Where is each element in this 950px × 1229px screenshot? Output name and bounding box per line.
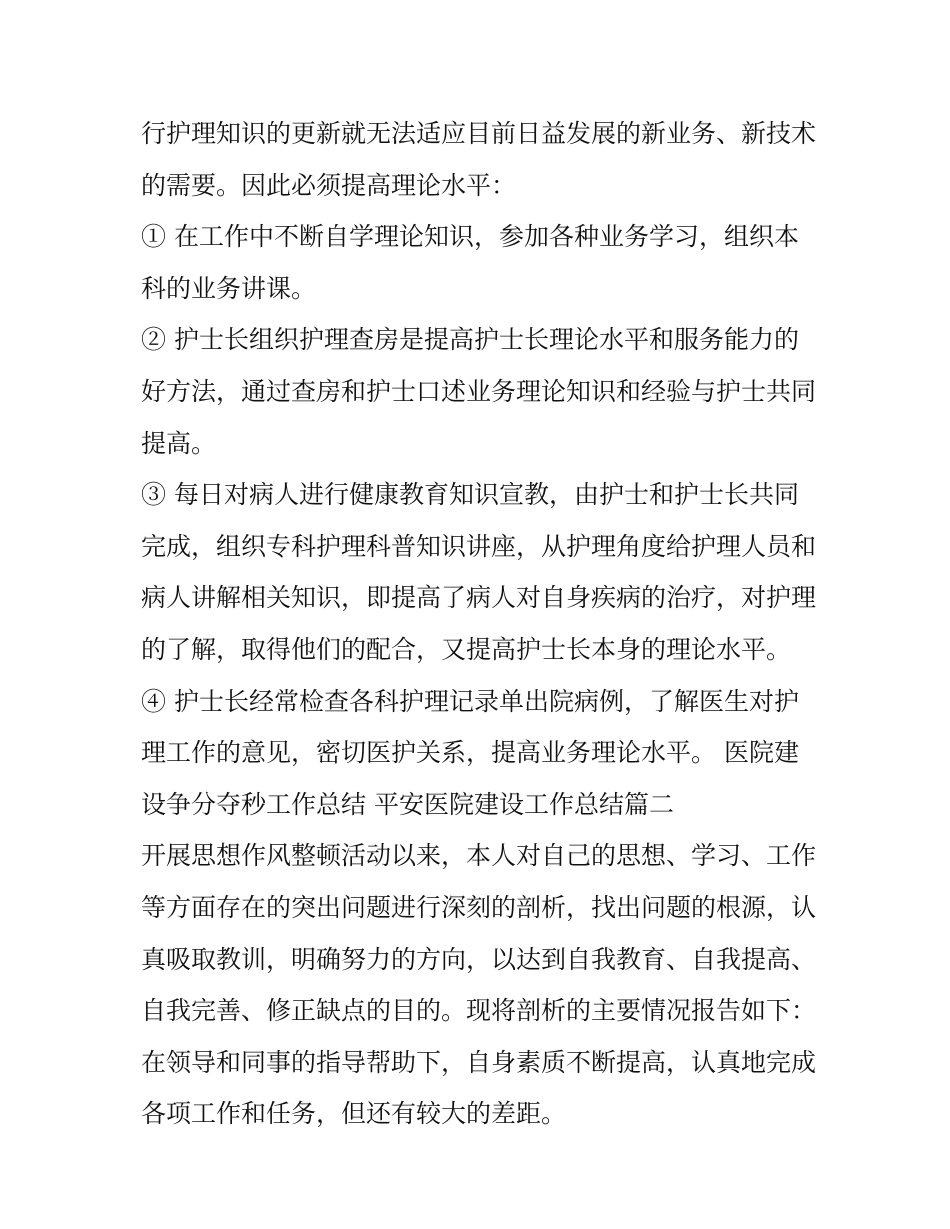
list-item-2-line: ② 护士长组织护理查房是提高护士长理论水平和服务能力的 bbox=[141, 325, 799, 355]
text-line: 完成，组织专科护理科普知识讲座，从护理角度给护理人员和 bbox=[141, 531, 817, 561]
document-body bbox=[141, 108, 831, 1140]
list-item-4-line: ④ 护士长经常检查各科护理记录单出院病例，了解医生对护 bbox=[141, 686, 799, 716]
text-line: 在领导和同事的指导帮助下，自身素质不断提高，认真地完成 bbox=[141, 1047, 817, 1077]
text-line: 的了解，取得他们的配合，又提高护士长本身的理论水平。 bbox=[141, 634, 792, 664]
section-heading-line: 设争分夺秒工作总结 平安医院建设工作总结篇二 bbox=[141, 789, 674, 819]
text-line: 各项工作和任务，但还有较大的差距。 bbox=[141, 1099, 567, 1129]
text-line: 科的业务讲课。 bbox=[141, 273, 317, 303]
text-line: 提高。 bbox=[141, 428, 217, 458]
text-line: 行护理知识的更新就无法适应目前日益发展的新业务、新技术 bbox=[141, 119, 817, 148]
text-line: 等方面存在的突出问题进行深刻的剖析，找出问题的根源，认 bbox=[141, 892, 817, 922]
list-item-3-line: ③ 每日对病人进行健康教育知识宣教，由护士和护士长共同 bbox=[141, 480, 799, 510]
text-line: 理工作的意见，密切医护关系，提高业务理论水平。 医院建 bbox=[141, 738, 799, 768]
text-line: 真吸取教训，明确努力的方向，以达到自我教育、自我提高、 bbox=[141, 944, 817, 974]
text-line: 的需要。因此必须提高理论水平： bbox=[141, 170, 517, 200]
text-line: 病人讲解相关知识，即提高了病人对自身疾病的治疗，对护理 bbox=[141, 583, 817, 613]
list-item-1-line: ① 在工作中不断自学理论知识，参加各种业务学习，组织本 bbox=[141, 222, 799, 252]
text-line: 开展思想作风整顿活动以来，本人对自己的思想、学习、工作 bbox=[141, 841, 817, 871]
text-line: 好方法，通过查房和护士口述业务理论知识和经验与护士共同 bbox=[141, 376, 817, 406]
text-line: 自我完善、修正缺点的目的。现将剖析的主要情况报告如下： bbox=[141, 996, 817, 1026]
